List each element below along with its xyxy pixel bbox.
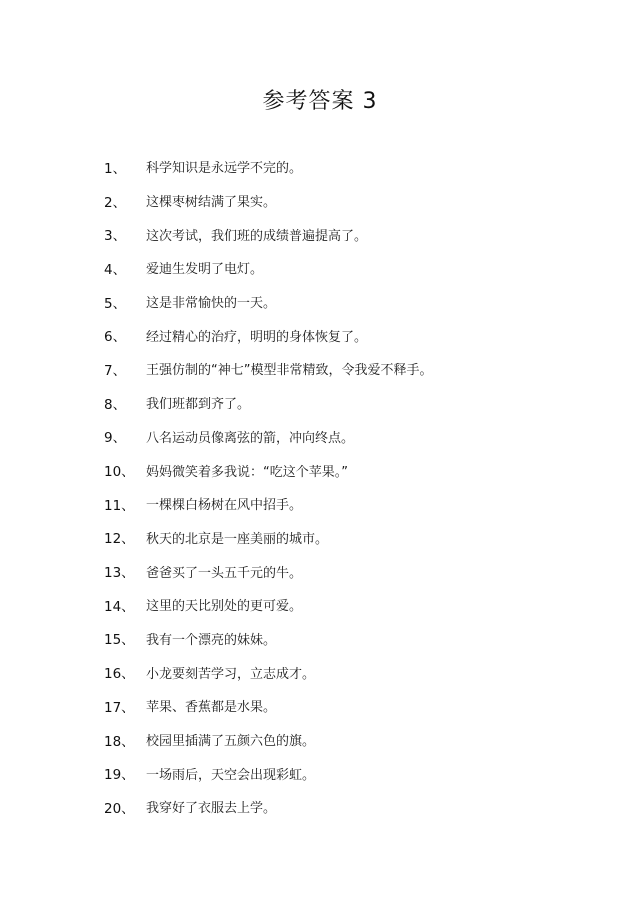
- answer-number: 7、: [104, 362, 127, 379]
- answer-text: 一棵棵白杨树在风中招手。: [146, 498, 303, 514]
- answer-item: [104, 352, 432, 386]
- answer-text: 这棵枣树结满了果实。: [146, 195, 277, 211]
- answer-item: [104, 588, 432, 622]
- answer-text: 王强仿制的“神七”模型非常精致，令我爱不释手。: [146, 363, 433, 379]
- answer-text: 妈妈微笑着多我说：“吃这个苹果。”: [146, 464, 348, 480]
- answer-number: 12、: [104, 531, 135, 548]
- answer-number: 20、: [104, 800, 135, 817]
- answer-item: [104, 554, 432, 588]
- answer-text: 科学知识是永远学不完的。: [146, 161, 303, 177]
- answer-number: 16、: [104, 666, 135, 683]
- answer-number: 15、: [104, 632, 135, 649]
- answer-number: 8、: [104, 396, 127, 413]
- answer-item: [104, 318, 432, 352]
- page-title: 参考答案 3: [262, 89, 378, 114]
- answer-number: 11、: [104, 497, 135, 514]
- answer-item: [104, 184, 432, 218]
- answer-text: 这里的天比别处的更可爱。: [146, 599, 303, 615]
- answer-text: 爱迪生发明了电灯。: [146, 262, 264, 278]
- answer-item: [104, 622, 432, 656]
- answer-text: 校园里插满了五颜六色的旗。: [146, 734, 316, 750]
- answer-number: 6、: [104, 329, 127, 346]
- answer-number: 5、: [104, 295, 127, 312]
- answer-item: [104, 487, 432, 521]
- answer-text: 苹果、香蕉都是水果。: [146, 700, 277, 716]
- answer-number: 19、: [104, 767, 135, 784]
- answer-text: 小龙要刻苦学习，立志成才。: [146, 666, 316, 682]
- answer-number: 4、: [104, 261, 127, 278]
- answer-text: 我们班都到齐了。: [146, 397, 251, 413]
- answer-item: [104, 453, 432, 487]
- answer-number: 2、: [104, 194, 127, 211]
- answer-item: [104, 251, 432, 285]
- answer-item: [104, 386, 432, 420]
- answer-number: 13、: [104, 565, 135, 582]
- answer-text: 经过精心的治疗，明明的身体恢复了。: [146, 329, 368, 345]
- answer-list: [104, 150, 432, 824]
- answer-item: [104, 655, 432, 689]
- answer-item: [104, 689, 432, 723]
- answer-number: 1、: [104, 160, 127, 177]
- answer-item: [104, 150, 432, 184]
- answer-item: [104, 217, 432, 251]
- answer-number: 17、: [104, 699, 135, 716]
- answer-item: [104, 521, 432, 555]
- answer-text: 八名运动员像离弦的箭，冲向终点。: [146, 430, 355, 446]
- answer-text: 秋天的北京是一座美丽的城市。: [146, 531, 329, 547]
- answer-number: 10、: [104, 464, 135, 481]
- answer-text: 我有一个漂亮的妹妹。: [146, 632, 277, 648]
- answer-number: 18、: [104, 733, 135, 750]
- answer-text: 这是非常愉快的一天。: [146, 296, 277, 312]
- answer-number: 14、: [104, 598, 135, 615]
- answer-text: 我穿好了衣服去上学。: [146, 801, 277, 817]
- answer-number: 3、: [104, 228, 127, 245]
- answer-text: 爸爸买了一头五千元的牛。: [146, 565, 303, 581]
- answer-text: 这次考试，我们班的成绩普遍提高了。: [146, 228, 368, 244]
- answer-item: [104, 420, 432, 454]
- answer-text: 一场雨后，天空会出现彩虹。: [146, 767, 316, 783]
- answer-item: [104, 756, 432, 790]
- answer-number: 9、: [104, 430, 127, 447]
- answer-item: [104, 790, 432, 824]
- answer-item: [104, 723, 432, 757]
- answer-item: [104, 285, 432, 319]
